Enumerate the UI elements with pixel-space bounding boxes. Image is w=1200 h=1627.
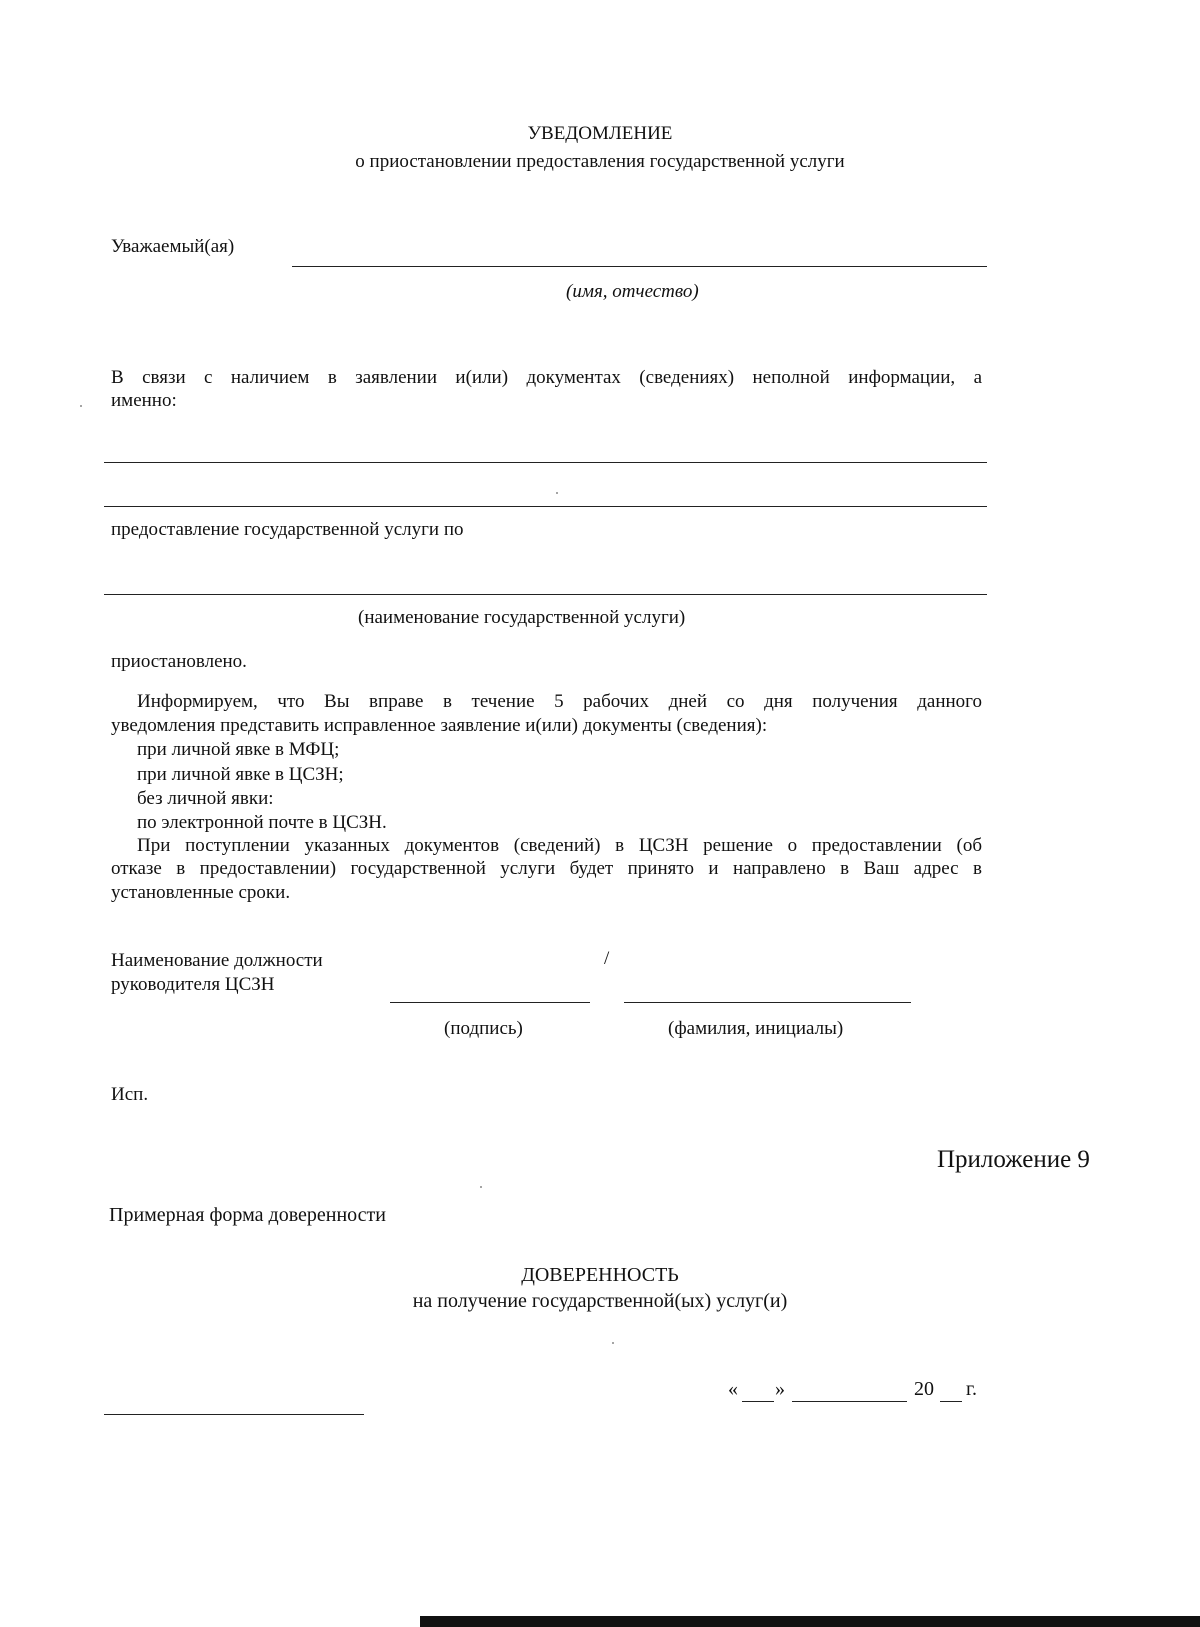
position-line-1: Наименование должности <box>111 950 323 971</box>
decision-line-1: При поступлении указанных документов (сведений) в ЦСЗН решение о предоставлении (об <box>137 835 982 856</box>
service-caption: (наименование государственной услуги) <box>358 607 686 628</box>
option-item: по электронной почте в ЦСЗН. <box>137 812 387 833</box>
fio-fill-line <box>624 1002 911 1003</box>
appendix-label: Приложение 9 <box>937 1146 1090 1173</box>
date-year-line <box>940 1401 962 1402</box>
name-caption: (имя, отчество) <box>566 281 699 302</box>
signature-slash: / <box>604 948 610 969</box>
salutation-label: Уважаемый(ая) <box>111 236 235 257</box>
date-month-line <box>792 1401 907 1402</box>
date-year-suffix: г. <box>966 1378 977 1400</box>
form-caption: Примерная форма доверенности <box>109 1204 386 1226</box>
executor-label: Исп. <box>111 1084 149 1105</box>
position-line-2: руководителя ЦСЗН <box>111 974 275 995</box>
scan-speck <box>80 405 82 407</box>
scan-speck <box>612 1342 614 1344</box>
option-item: при личной явке в МФЦ; <box>137 739 340 760</box>
poa-subtitle: на получение государственной(ых) услуг(и) <box>412 1290 788 1312</box>
scan-speck <box>480 1186 482 1188</box>
notice-subtitle: о приостановлении предоставления государственной услуги <box>355 151 845 172</box>
date-close-quote: » <box>775 1378 785 1400</box>
scan-edge-bar <box>420 1616 1200 1627</box>
signature-fill-line <box>390 1002 590 1003</box>
reason-fill-line-2 <box>104 506 987 507</box>
suspended-text: приостановлено. <box>111 651 247 672</box>
notice-title: УВЕДОМЛЕНИЕ <box>527 123 673 144</box>
reason-fill-line-1 <box>104 462 987 463</box>
date-open-quote: « <box>728 1378 738 1400</box>
option-item: без личной явки: <box>137 788 274 809</box>
option-item: при личной явке в ЦСЗН; <box>137 764 344 785</box>
decision-line-2: отказе в предоставлении) государственной услуги будет принято и направлено в Ваш адрес в <box>111 858 982 879</box>
inform-line-1: Информируем, что Вы вправе в течение 5 рабочих дней со дня получения данного <box>137 691 982 712</box>
place-fill-line <box>104 1414 364 1415</box>
service-intro: предоставление государственной услуги по <box>111 519 464 540</box>
decision-line-3: установленные сроки. <box>111 882 291 903</box>
reason-line-2: именно: <box>111 390 177 411</box>
service-fill-line <box>104 594 987 595</box>
reason-line-1: В связи с наличием в заявлении и(или) документах (сведениях) неполной информации, а <box>111 367 982 388</box>
poa-title: ДОВЕРЕННОСТЬ <box>521 1264 679 1286</box>
inform-line-2: уведомления представить исправленное заявление и(или) документы (сведения): <box>111 715 768 736</box>
name-fill-line <box>292 266 987 267</box>
signature-caption: (подпись) <box>444 1018 523 1039</box>
date-year-prefix: 20 <box>914 1378 934 1400</box>
fio-caption: (фамилия, инициалы) <box>668 1018 844 1039</box>
date-day-line <box>742 1401 774 1402</box>
scan-speck <box>556 492 558 494</box>
